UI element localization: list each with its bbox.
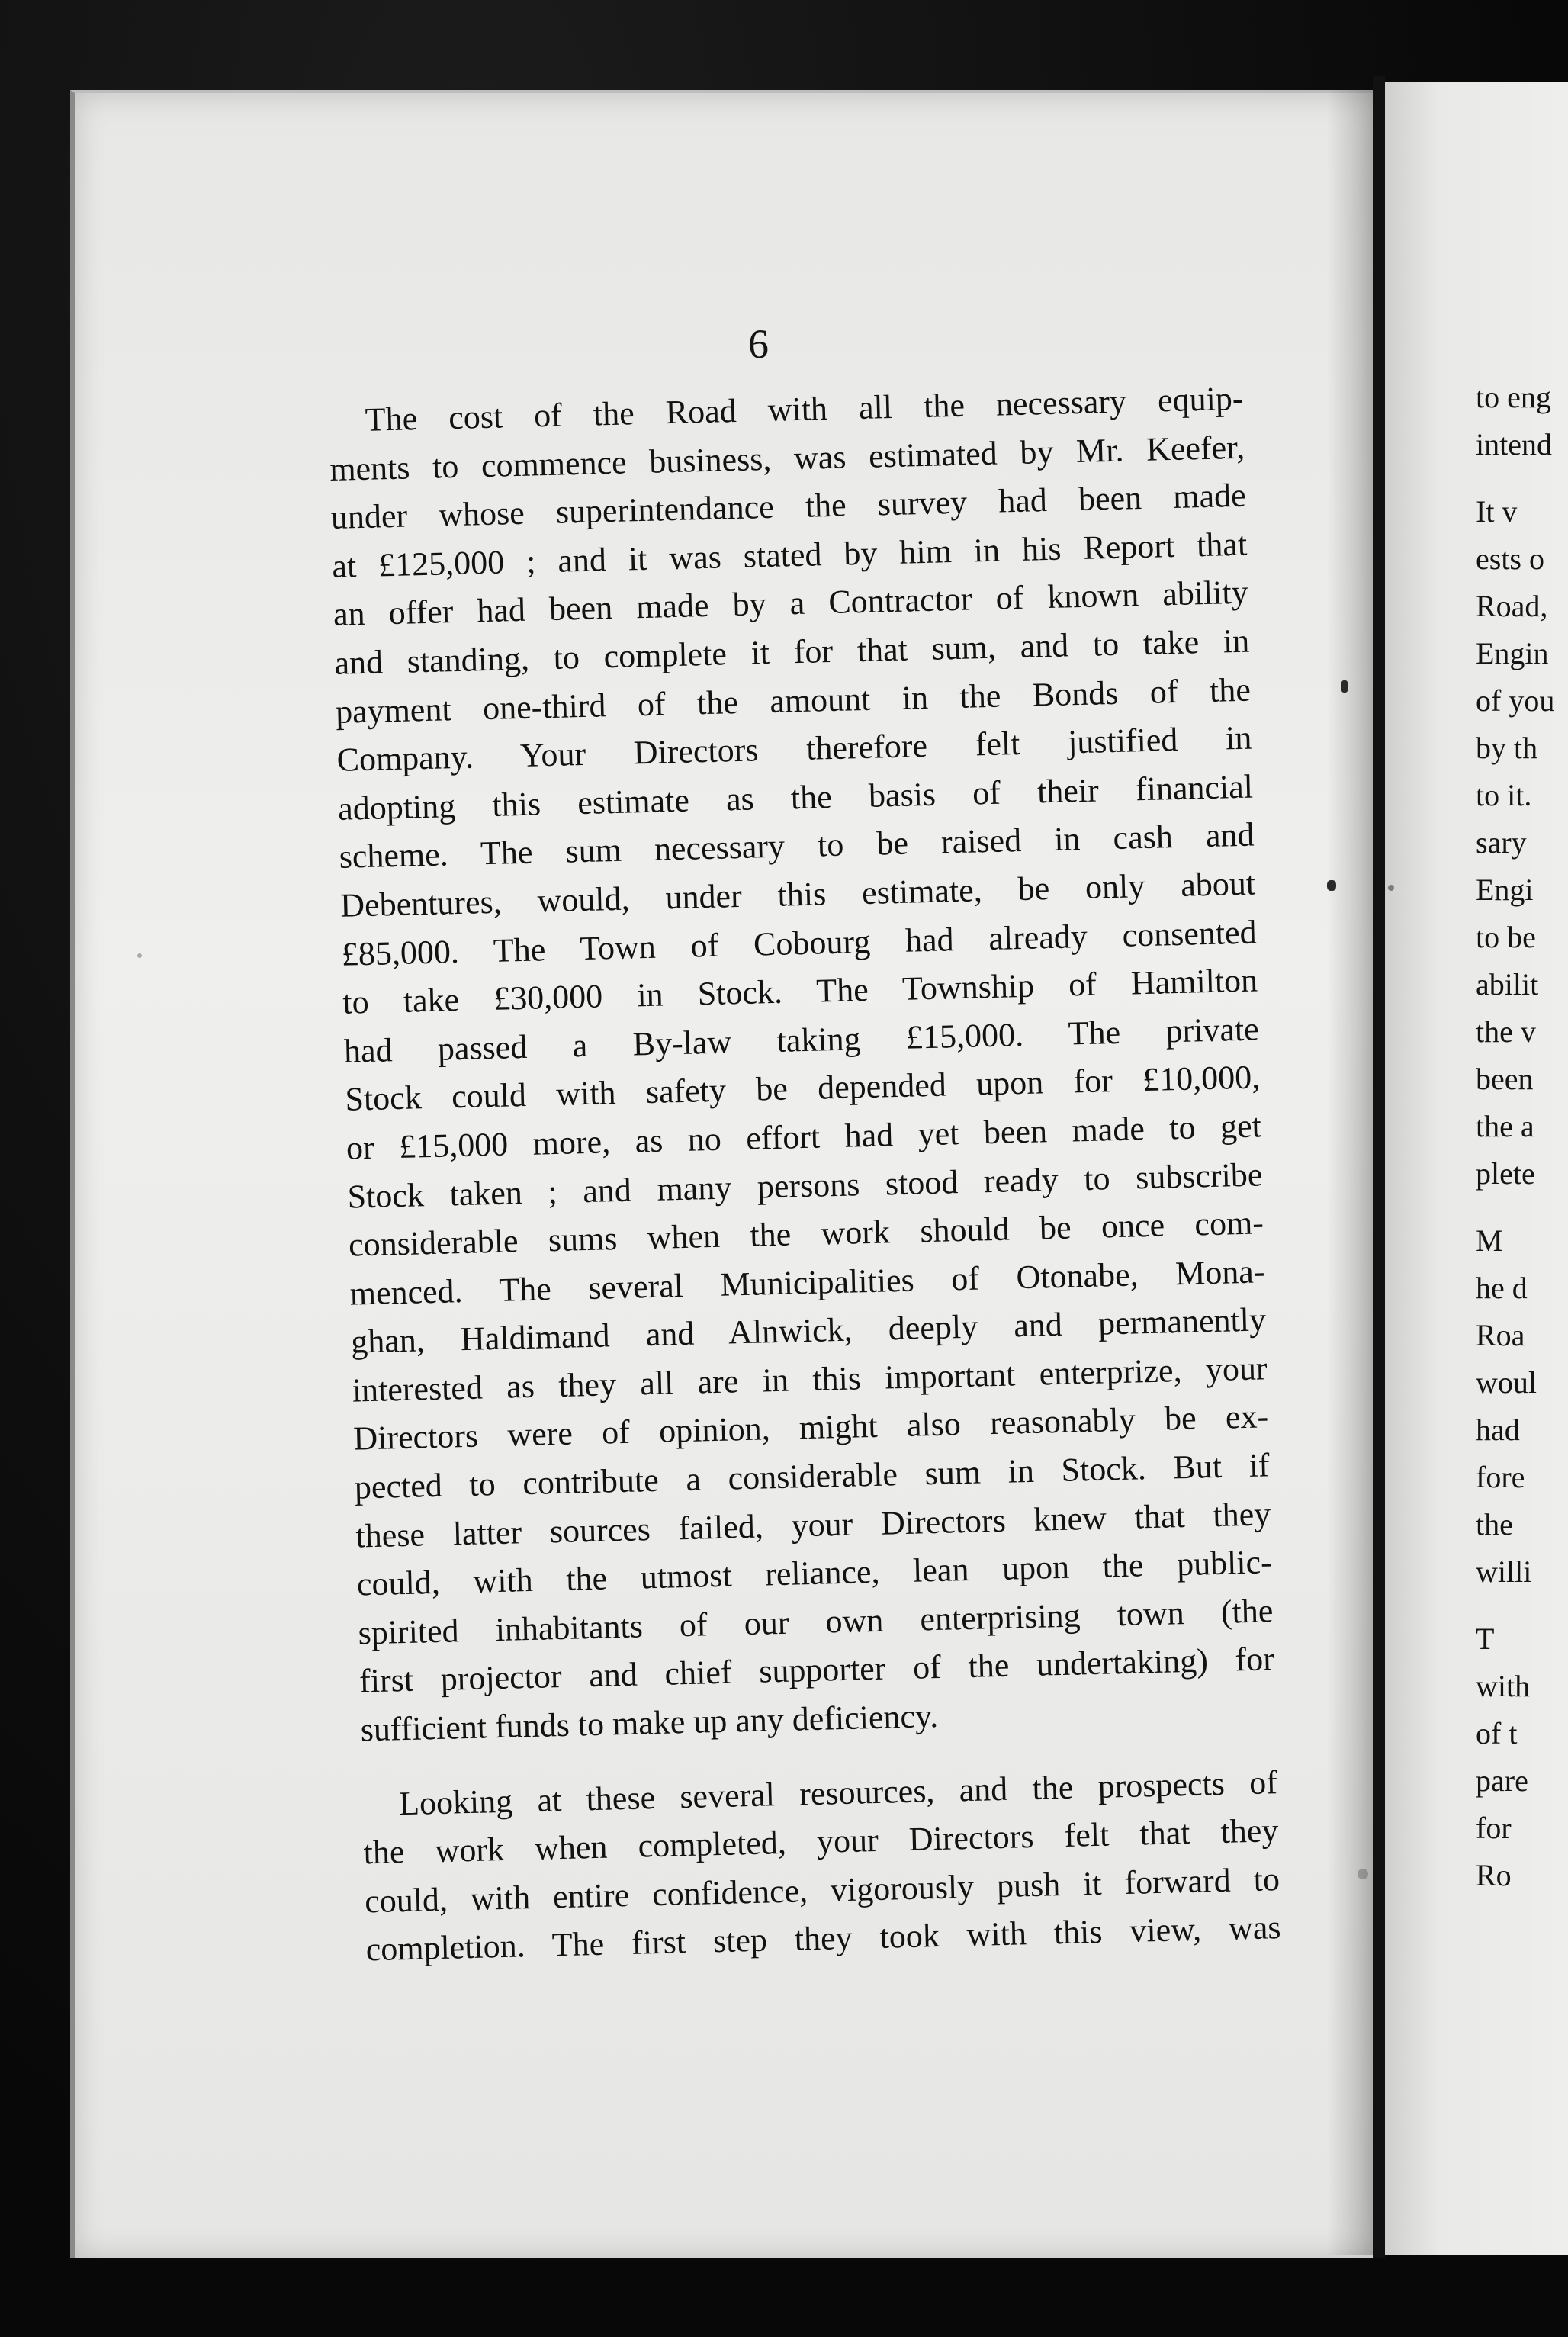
paper-speck <box>1358 1869 1368 1879</box>
text-line: payment one-third of the amount in the Bonds of the <box>335 670 1252 731</box>
paper-speck <box>1388 885 1394 891</box>
text-line: Stock taken ; and many persons stood ready to subscribe <box>347 1155 1263 1216</box>
text-line: pected to contribute a considerable sum in Stock. But if <box>354 1446 1271 1506</box>
text-line: had passed a By-law taking £15,000. The private <box>343 1010 1260 1070</box>
text-fragment: Ro <box>1476 1858 1512 1892</box>
text-fragment: M <box>1476 1223 1503 1258</box>
text-fragment: to be <box>1476 920 1536 954</box>
text-fragment: the v <box>1476 1014 1536 1049</box>
text-fragment: fore <box>1476 1460 1525 1494</box>
text-fragment: willi <box>1476 1554 1532 1589</box>
text-fragment: Road, <box>1476 589 1548 623</box>
text-line: an offer had been made by a Contractor of known ability <box>333 573 1249 634</box>
paragraph-gap <box>1476 1596 1568 1615</box>
text-line: could, with entire confidence, vigorously push it forward to <box>364 1860 1280 1921</box>
text-line: spirited inhabitants of our own enterprising town (the <box>358 1592 1274 1652</box>
text-line: Stock could with safety be depended upon for £10,000, <box>344 1058 1261 1119</box>
page-number: 6 <box>748 321 770 367</box>
text-fragment: to it. <box>1476 778 1532 812</box>
right-page-fragment <box>1476 374 1568 1899</box>
text-line: these latter sources failed, your Directors knew that they <box>355 1494 1271 1555</box>
left-page-body <box>328 374 1281 1975</box>
text-fragment: he d <box>1476 1271 1528 1305</box>
margin-mark <box>1341 680 1348 693</box>
text-line: sufficient funds to make up any deficiency. <box>360 1697 939 1749</box>
text-line: The cost of the Road with all the necessary equip- <box>365 379 1245 439</box>
text-line: could, with the utmost reliance, lean upon the public- <box>356 1543 1273 1603</box>
text-line: interested as they all are in this important enterprize, your <box>352 1349 1268 1410</box>
text-line: at £125,000 ; and it was stated by him in his Report that <box>331 525 1248 585</box>
paragraph-gap <box>1476 1197 1568 1217</box>
text-line: Company. Your Directors therefore felt justified in <box>336 718 1252 780</box>
text-line: completion. The first step they took with this view, was <box>365 1908 1282 1969</box>
text-fragment: plete <box>1476 1156 1535 1191</box>
text-fragment: been <box>1476 1062 1534 1096</box>
text-line: ments to commence business, was estimated by Mr. Keefer, <box>329 428 1245 488</box>
text-line: Directors were of opinion, might also reasonably be ex- <box>352 1397 1269 1458</box>
paragraph-gap <box>1476 468 1568 488</box>
margin-mark <box>1327 880 1336 891</box>
text-line: or £15,000 more, as no effort had yet been made to get <box>345 1107 1262 1167</box>
text-fragment: for <box>1476 1811 1512 1845</box>
page-curl-shadow <box>1327 90 1373 2255</box>
text-fragment: to eng <box>1476 380 1551 414</box>
text-fragment: It v <box>1476 494 1518 529</box>
text-line: first projector and chief supporter of the undertaking) for <box>358 1640 1275 1700</box>
text-line: Looking at these several resources, and the prospects of <box>398 1763 1278 1822</box>
text-fragment: T <box>1476 1622 1495 1656</box>
text-fragment: abilit <box>1476 967 1539 1001</box>
text-line: adopting this estimate as the basis of their financial <box>337 767 1254 828</box>
text-fragment: Roa <box>1476 1318 1525 1352</box>
text-line: the work when completed, your Directors felt that they <box>363 1811 1279 1872</box>
text-fragment: Engi <box>1476 873 1534 907</box>
text-line: to take £30,000 in Stock. The Township of Hamilton <box>342 961 1258 1021</box>
text-line: Debentures, would, under this estimate, be only about <box>339 864 1256 924</box>
text-fragment: Engin <box>1476 636 1549 670</box>
text-fragment: ests o <box>1476 542 1544 576</box>
text-line: scheme. The sum necessary to be raised in cash and <box>339 815 1255 876</box>
text-fragment: had <box>1476 1413 1520 1447</box>
text-line: £85,000. The Town of Cobourg had already consented <box>341 913 1258 973</box>
text-fragment: intend <box>1476 427 1552 461</box>
text-line: ghan, Haldimand and Alnwick, deeply and permanently <box>350 1300 1267 1361</box>
text-fragment: of you <box>1476 683 1555 718</box>
text-fragment: sary <box>1476 825 1527 860</box>
text-fragment: by th <box>1476 731 1538 765</box>
text-fragment: pare <box>1476 1763 1528 1798</box>
paper-speck <box>137 953 142 958</box>
text-fragment: of t <box>1476 1716 1518 1750</box>
text-fragment: the a <box>1476 1109 1534 1143</box>
text-line: and standing, to complete it for that sum, and to take in <box>333 622 1250 682</box>
book-gutter <box>1373 76 1385 2258</box>
text-fragment: woul <box>1476 1365 1537 1400</box>
text-line: under whose superintendance the survey had been made <box>330 476 1247 537</box>
text-line: considerable sums when the work should be once com- <box>348 1204 1264 1264</box>
text-fragment: the <box>1476 1507 1513 1541</box>
text-line: menced. The several Municipalities of Otonabe, Mona- <box>349 1252 1265 1313</box>
text-fragment: with <box>1476 1669 1531 1703</box>
